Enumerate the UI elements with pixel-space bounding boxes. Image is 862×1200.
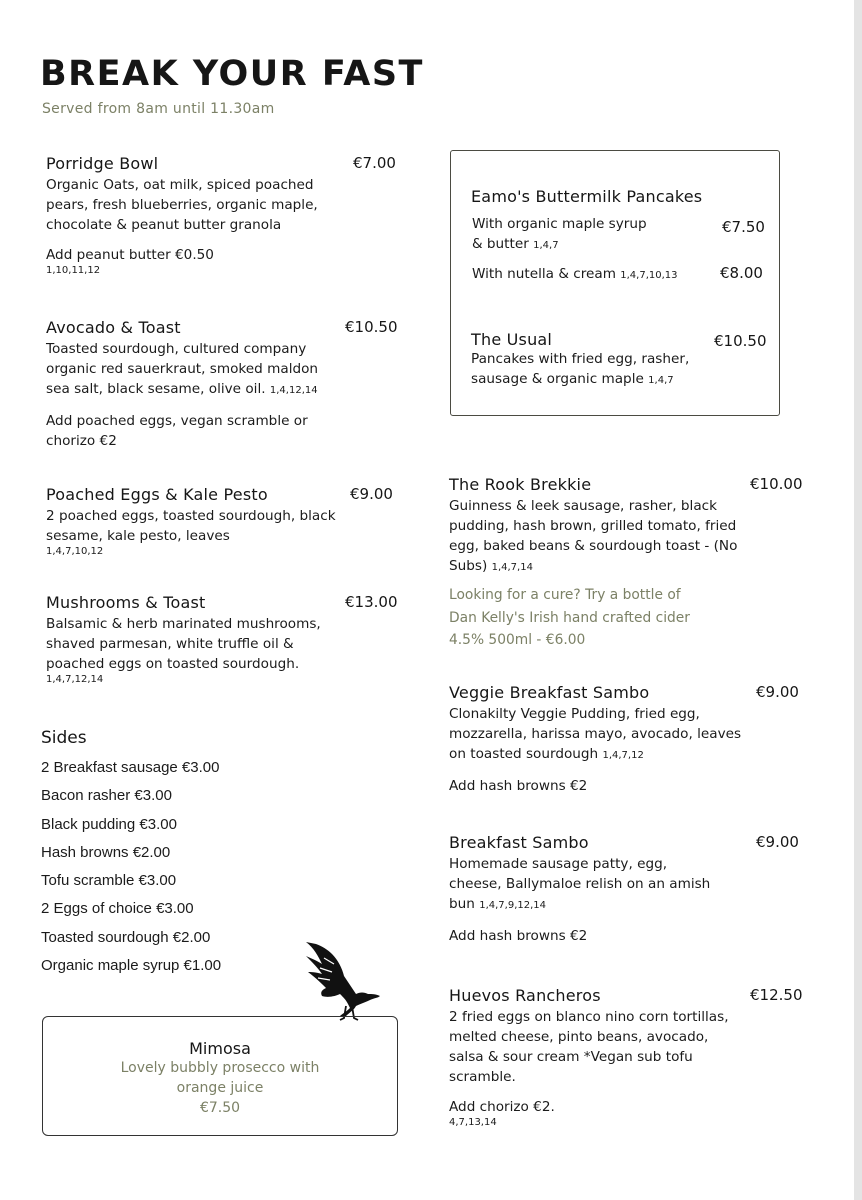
usual-price: €10.50: [714, 332, 767, 350]
menu-title: BREAK YOUR FAST: [40, 54, 424, 94]
item-name: Avocado & Toast: [46, 318, 181, 337]
item-description: Pancakes with fried egg, rasher, sausage & organic maple: [471, 351, 690, 387]
mimosa-price: €7.50: [199, 1100, 241, 1116]
usual-name: The Usual: [471, 330, 553, 349]
menu-item-avocado-toast: [46, 318, 398, 451]
option-text: With nutella & cream: [472, 266, 616, 282]
menu-item-veggie-sambo: [449, 683, 809, 796]
item-addon: Add hash browns €2: [449, 778, 588, 794]
option-text: With organic maple syrup: [472, 216, 647, 232]
page-edge: [854, 0, 862, 1200]
side-item: Black pudding €3.00: [41, 815, 177, 833]
menu-item-mushrooms-toast: [46, 593, 398, 685]
item-allergens: 1,4,7,9,12,14: [479, 900, 546, 911]
side-item: Bacon rasher €3.00: [41, 787, 172, 805]
pancakes-title: Eamo's Buttermilk Pancakes: [471, 187, 703, 206]
item-name: Huevos Rancheros: [449, 986, 601, 1005]
serving-hours: Served from 8am until 11.30am: [42, 101, 275, 117]
mimosa-description: Lovely bubbly prosecco with: [120, 1060, 320, 1076]
side-item: Organic maple syrup €1.00: [41, 957, 222, 975]
option-text: & butter: [472, 236, 529, 252]
item-price: €13.00: [345, 593, 398, 611]
side-item: Tofu scramble €3.00: [41, 872, 177, 890]
item-description: 2 fried eggs on blanco nino corn tortillas, melted cheese, pinto beans, avocado, salsa & sour cream *Vegan sub tofu scramble.: [449, 1009, 729, 1085]
item-description: 2 poached eggs, toasted sourdough, black sesame, kale pesto, leaves: [46, 508, 336, 544]
item-name: Breakfast Sambo: [449, 833, 589, 852]
menu-item-poached-eggs: [46, 485, 398, 557]
item-addon: Add hash browns €2: [449, 928, 588, 944]
menu-item-huevos-rancheros: [449, 986, 809, 1128]
item-description: Balsamic & herb marinated mushrooms, shaved parmesan, white truffle oil & poached eggs on toasted sourdough.: [46, 616, 321, 672]
item-allergens: 1,4,7: [648, 375, 674, 386]
pancakes-maple-price: €7.50: [722, 218, 765, 236]
menu-item-porridge: [46, 154, 398, 276]
item-allergens: 1,4,7,14: [491, 562, 533, 573]
cider-text: 4.5% 500ml - €6.00: [449, 632, 586, 648]
side-item: Hash browns €2.00: [41, 843, 171, 861]
item-description: Homemade sausage patty, egg, cheese, Ballymaloe relish on an amish bun: [449, 856, 711, 912]
item-addon: Add chorizo €2.: [449, 1099, 555, 1115]
pancakes-nutella-price: €8.00: [720, 264, 763, 282]
item-allergens: 1,10,11,12: [46, 265, 101, 276]
item-allergens: 1,4,7,12: [602, 750, 644, 761]
cider-text: Dan Kelly's Irish hand crafted cider: [449, 609, 690, 626]
menu-item-breakfast-sambo: [449, 833, 809, 946]
pancakes-option-maple: [472, 214, 647, 256]
item-price: €12.50: [750, 986, 803, 1004]
side-item: Toasted sourdough €2.00: [41, 928, 211, 946]
item-name: Porridge Bowl: [46, 154, 159, 173]
item-allergens: 1,4,7,10,12: [46, 546, 104, 557]
item-description: Guinness & leek sausage, rasher, black pudding, hash brown, grilled tomato, fried egg, baked beans & sourdough toast - (No Subs): [449, 498, 738, 574]
item-allergens: 1,4,12,14: [269, 385, 318, 396]
item-allergens: 1,4,7,12,14: [46, 674, 104, 685]
item-price: €9.00: [756, 833, 799, 851]
mimosa-title: Mimosa: [189, 1039, 251, 1058]
item-addon: Add poached eggs, vegan scramble or chorizo €2: [46, 413, 308, 449]
item-name: Mushrooms & Toast: [46, 593, 206, 612]
item-description: Clonakilty Veggie Pudding, fried egg, mozzarella, harissa mayo, avocado, leaves on toasted sourdough: [449, 706, 742, 762]
cider-promo: [449, 584, 809, 652]
sides-list: [41, 758, 221, 984]
cider-text: Looking for a cure? Try a bottle of: [449, 587, 681, 603]
item-allergens: 4,7,13,14: [449, 1117, 497, 1128]
side-item: 2 Breakfast sausage €3.00: [41, 759, 220, 776]
menu-item-rook-brekkie: [449, 475, 809, 652]
usual-description: [471, 349, 731, 391]
item-price: €10.50: [345, 318, 398, 336]
pancakes-option-nutella: [472, 264, 678, 286]
mimosa-box: [42, 1016, 398, 1136]
item-name: Poached Eggs & Kale Pesto: [46, 485, 268, 504]
item-price: €10.00: [750, 475, 803, 493]
mimosa-description: orange juice: [176, 1080, 264, 1096]
item-name: The Rook Brekkie: [449, 475, 592, 494]
item-description: Organic Oats, oat milk, spiced poached pears, fresh blueberries, organic maple, chocolate & peanut butter granola: [46, 177, 318, 233]
item-allergens: 1,4,7: [533, 240, 559, 251]
item-allergens: 1,4,7,10,13: [620, 270, 678, 281]
sides-heading: Sides: [41, 728, 87, 748]
item-price: €7.00: [353, 154, 396, 172]
item-price: €9.00: [756, 683, 799, 701]
side-item: 2 Eggs of choice €3.00: [41, 900, 194, 918]
item-price: €9.00: [350, 485, 393, 503]
item-addon: Add peanut butter €0.50: [46, 247, 214, 263]
item-description: Toasted sourdough, cultured company organic red sauerkraut, smoked maldon sea salt, black sesame, olive oil.: [46, 341, 319, 397]
item-name: Veggie Breakfast Sambo: [449, 683, 650, 702]
